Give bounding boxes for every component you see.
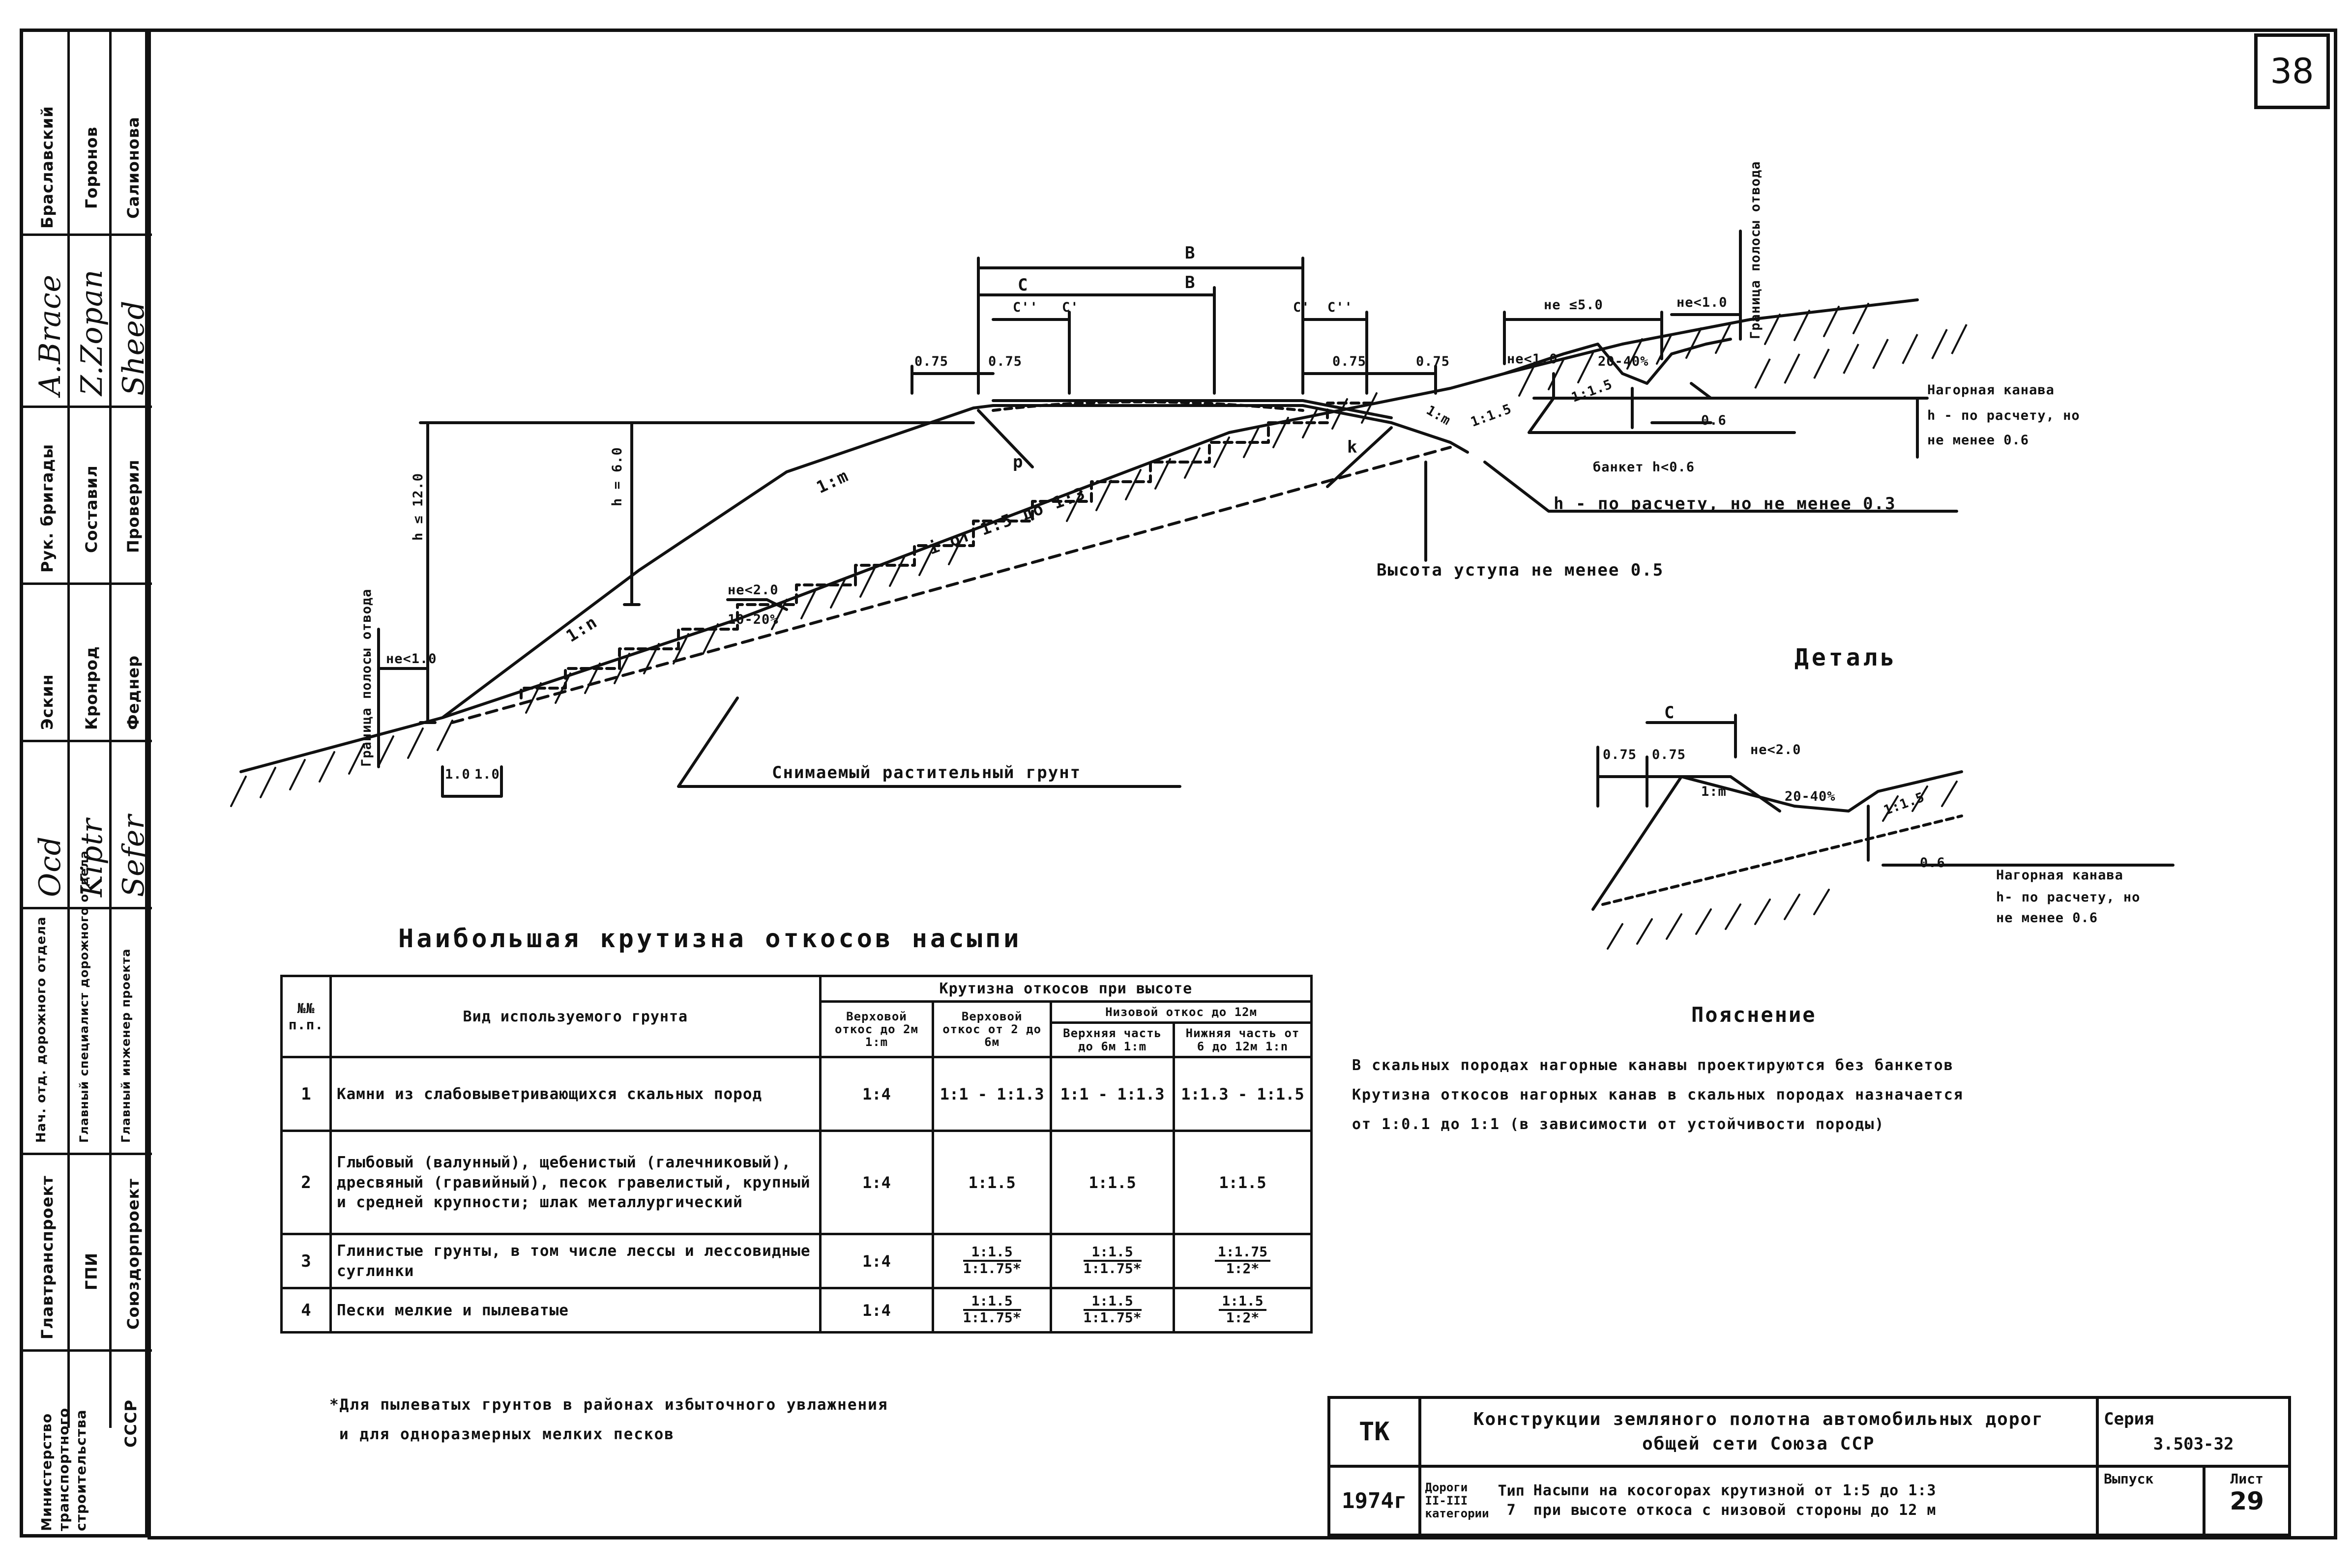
header-col-2: Верховой откос от 2 до 6м: [933, 1002, 1051, 1057]
explanation-title: Пояснение: [1691, 1003, 1817, 1027]
sub-category-num: II-III: [1425, 1493, 1468, 1508]
row-val-1: 1:4: [820, 1288, 933, 1333]
detail-label-ditch-h: h- по расчету, но: [1996, 890, 2141, 905]
signature-2: Z.Zopan: [75, 269, 109, 396]
name-eskin: Эскин: [38, 674, 57, 730]
label-slope-1n-left: 1:n: [562, 612, 601, 646]
header-steepness: Крутизна откосов при высоте: [820, 976, 1311, 1002]
row-soil: Глинистые грунты, в том числе лессы и лессовидные суглинки: [330, 1234, 820, 1288]
row-val-3: [1051, 1234, 1174, 1288]
row-val-4: [1174, 1288, 1312, 1333]
signature-6: Sefer: [117, 814, 151, 897]
label-c: C: [1018, 275, 1029, 295]
label-c-double-prime-right: C'': [1327, 300, 1353, 315]
ministry-country: СССР: [121, 1399, 140, 1448]
fraction: $\frac{1:1.5}{1:1.75*}$: [1083, 1293, 1142, 1326]
label-step-height: Высота уступа не менее 0.5: [1377, 560, 1664, 580]
sheet-number: 29: [2230, 1487, 2264, 1515]
title-block-main: [1420, 1397, 2098, 1466]
table-row: [282, 1057, 1312, 1131]
header-col-34: Низовой откос до 12м: [1051, 1002, 1312, 1023]
title-block-sub: [1420, 1466, 2098, 1535]
title-block-year: 1974г: [1329, 1466, 1420, 1535]
fraction: $\frac{1:1.5}{1:1.75*}$: [963, 1293, 1021, 1326]
label-p: p: [1013, 452, 1024, 472]
table-row: [282, 1234, 1312, 1288]
row-val-1: 1:4: [820, 1057, 933, 1131]
detail-label-ditch: Нагорная канава: [1996, 868, 2123, 883]
row-val-3: [1051, 1288, 1174, 1333]
row-val-3: 1:1 - 1:1.3: [1051, 1057, 1174, 1131]
label-slope-15-ditch: 1:1.5: [1569, 377, 1615, 406]
row-num: 2: [282, 1131, 331, 1234]
detail-label-20-40: 20-40%: [1785, 789, 1836, 804]
title-block-issue: Выпуск: [2097, 1466, 2204, 1535]
label-le20: не<2.0: [728, 582, 779, 598]
header-col-3: Верхняя часть до 6м 1:m: [1051, 1023, 1174, 1057]
name-kronrod: Кронрод: [82, 646, 101, 730]
label-ditch-h: h - по расчету, но: [1927, 408, 2080, 423]
header-num: №№ п.п.: [282, 976, 331, 1057]
detail-label-075-b: 0.75: [1652, 747, 1686, 762]
slope-steepness-table: [280, 975, 1313, 1334]
row-val-2: [933, 1288, 1051, 1333]
label-06: 0.6: [1701, 413, 1727, 428]
label-c-double-prime-left: C'': [1013, 300, 1038, 315]
row-val-4: 1:1.3 - 1:1.5: [1174, 1057, 1312, 1131]
page-number: 38: [2254, 33, 2330, 109]
label-B-mid: B: [1185, 273, 1196, 292]
row-soil: Пески мелкие и пылеватые: [330, 1288, 820, 1333]
dept-glavtransproekt: Главтранспроект: [38, 1175, 57, 1339]
name-braslavsky: Браславский: [38, 106, 57, 229]
ground-line: [241, 300, 1917, 772]
label-ne-50: не ≤5.0: [1544, 297, 1603, 313]
role-brigade-lead: Рук. бригады: [38, 443, 57, 573]
label-dim-1-a: 1.0: [445, 767, 470, 782]
role-chief-engineer: Главный инженер проекта: [119, 948, 133, 1143]
signature-4: Ocd: [33, 836, 67, 897]
label-c-prime-right: C': [1293, 300, 1310, 315]
label-slope-15-right: 1:1.5: [1469, 401, 1514, 430]
row-val-4: 1:1.5: [1174, 1131, 1312, 1234]
role-chief-specialist: Главный специалист дорожного отдела: [77, 850, 91, 1143]
series-value: 3.503-32: [2153, 1434, 2234, 1454]
table-row: [282, 1131, 1312, 1234]
table-row: [282, 1288, 1312, 1333]
role-compiled: Составил: [82, 465, 101, 553]
dept-gpi: ГПИ: [82, 1252, 101, 1290]
row-val-2: 1:1 - 1:1.3: [933, 1057, 1051, 1131]
fraction: $\frac{1:1.75}{1:2*}$: [1215, 1245, 1270, 1276]
label-ditch-h2: не менее 0.6: [1927, 433, 2029, 448]
explanation-line-3: от 1:0.1 до 1:1 (в зависимости от устойчивости породы): [1352, 1116, 1885, 1133]
sheet-label: Лист: [2230, 1471, 2264, 1487]
row-val-4: [1174, 1234, 1312, 1288]
table-header-row-1: [282, 976, 1312, 1002]
label-ground-slope: i от 1:5 до 1:3: [926, 483, 1088, 559]
row-val-3: 1:1.5: [1051, 1131, 1174, 1234]
row-soil: Камни из слабовыветривающихся скальных пород: [330, 1057, 820, 1131]
name-goryunov: Горюнов: [82, 126, 101, 209]
row-val-2: 1:1.5: [933, 1131, 1051, 1234]
explanation-line-2: Крутизна откосов нагорных канав в скальных породах назначается: [1352, 1086, 1964, 1103]
label-ne-10-a: не<1.0: [1507, 351, 1558, 367]
detail-label-06: 0.6: [1920, 855, 1945, 871]
label-h-12: h ≤ 12.0: [411, 472, 426, 541]
label-ne-10-b: не<1.0: [1676, 295, 1728, 310]
role-checked: Проверил: [124, 459, 143, 553]
sub-title-line-2: при высоте откоса с низовой стороны до 12 м: [1533, 1502, 1937, 1519]
table-footnote-1: *Для пылеватых грунтов в районах избыточного увлажнения: [329, 1396, 888, 1414]
sub-type-num: 7: [1506, 1502, 1516, 1519]
row-val-2: [933, 1234, 1051, 1288]
role-dept-head: Нач. отд. дорожного отдела: [34, 916, 49, 1143]
table-title: Наибольшая крутизна откосов насыпи: [398, 924, 1022, 954]
row-val-1: 1:4: [820, 1234, 933, 1288]
detail-label-ditch-h2: не менее 0.6: [1996, 910, 2098, 926]
fraction: $\frac{1:1.5}{1:2*}$: [1219, 1294, 1266, 1325]
series-label: Серия: [2104, 1409, 2154, 1429]
ministry-name: Министерство транспортного строительства: [38, 1407, 89, 1531]
row-num: 1: [282, 1057, 331, 1131]
fraction: $\frac{1:1.5}{1:1.75*}$: [1083, 1244, 1142, 1277]
label-dim-1-b: 1.0: [474, 767, 500, 782]
label-h-6: h = 6.0: [610, 447, 625, 506]
title-block-series: [2097, 1397, 2290, 1466]
label-20-40-pct: 20-40%: [1598, 354, 1649, 369]
row-val-1: 1:4: [820, 1131, 933, 1234]
detail-label-1m: 1:m: [1701, 784, 1727, 799]
label-h-calc: h - по расчету, но не менее 0.3: [1554, 494, 1896, 514]
table-footnote-2: и для одноразмерных мелких песков: [339, 1425, 675, 1443]
title-block-code: ТК: [1329, 1397, 1420, 1466]
label-ditch: Нагорная канава: [1927, 382, 2055, 398]
detail-label-ne20: не<2.0: [1750, 742, 1801, 757]
detail-label-075-a: 0.75: [1603, 747, 1637, 762]
header-col-4: Нижняя часть от 6 до 12м 1:n: [1174, 1023, 1312, 1057]
fraction: $\frac{1:1.5}{1:1.75*}$: [963, 1244, 1021, 1277]
detail-label-c: C: [1664, 703, 1676, 723]
sub-roads: Дороги: [1425, 1481, 1468, 1495]
name-salionova: Салионова: [124, 116, 143, 219]
label-075-a: 0.75: [914, 354, 949, 369]
sub-type-label: Тип: [1498, 1482, 1525, 1500]
label-075-d: 0.75: [1416, 354, 1450, 369]
label-075-b: 0.75: [988, 354, 1023, 369]
header-soil: Вид используемого грунта: [330, 976, 820, 1057]
title-block: [1327, 1396, 2291, 1537]
main-title-line-2: общей сети Союза ССР: [1642, 1434, 1875, 1454]
label-border-left: Граница полосы отвода: [359, 588, 374, 767]
label-slope-1m-left: 1:m: [813, 465, 852, 498]
label-banquet: банкет h<0.6: [1593, 460, 1695, 475]
sub-title-line-1: Насыпи на косогорах крутизной от 1:5 до 1:3: [1533, 1481, 1937, 1499]
label-10-20-pct: 10-20%: [728, 612, 779, 627]
header-col-1: Верховой откос до 2м 1:m: [820, 1002, 933, 1057]
label-k: k: [1347, 437, 1358, 457]
signature-5: Kiptr: [75, 818, 109, 897]
detail-label-15: 1:1.5: [1882, 789, 1927, 818]
dept-soyuzdorproekt: Союздорпроект: [124, 1178, 143, 1330]
signature-1: A.Brace: [33, 274, 67, 396]
label-topsoil: Снимаемый растительный грунт: [772, 763, 1082, 783]
title-block-sheet: [2204, 1466, 2290, 1535]
row-num: 4: [282, 1288, 331, 1333]
explanation-line-1: В скальных породах нагорные канавы проектируются без банкетов: [1352, 1057, 1954, 1074]
sub-category: категории: [1425, 1507, 1489, 1521]
label-c-prime-left: C': [1062, 300, 1079, 315]
row-soil: Глыбовый (валунный), щебенистый (галечниковый), дресвяный (гравийный), песок гравелистый, крупный и средней крупности; шлак металлургический: [330, 1131, 820, 1234]
name-fedner: Феднер: [124, 655, 143, 730]
label-border-right: Граница полосы отвода: [1748, 161, 1763, 339]
label-B-top: B: [1185, 243, 1196, 263]
main-title-line-1: Конструкции земляного полотна автомобильных дорог: [1473, 1409, 2044, 1429]
label-le10-left: не<1.0: [386, 651, 437, 667]
label-slope-1m-right: 1:m: [1423, 403, 1454, 429]
row-num: 3: [282, 1234, 331, 1288]
label-075-c: 0.75: [1332, 354, 1367, 369]
detail-title: Деталь: [1794, 644, 1898, 671]
signature-3: Sheed: [117, 300, 151, 396]
